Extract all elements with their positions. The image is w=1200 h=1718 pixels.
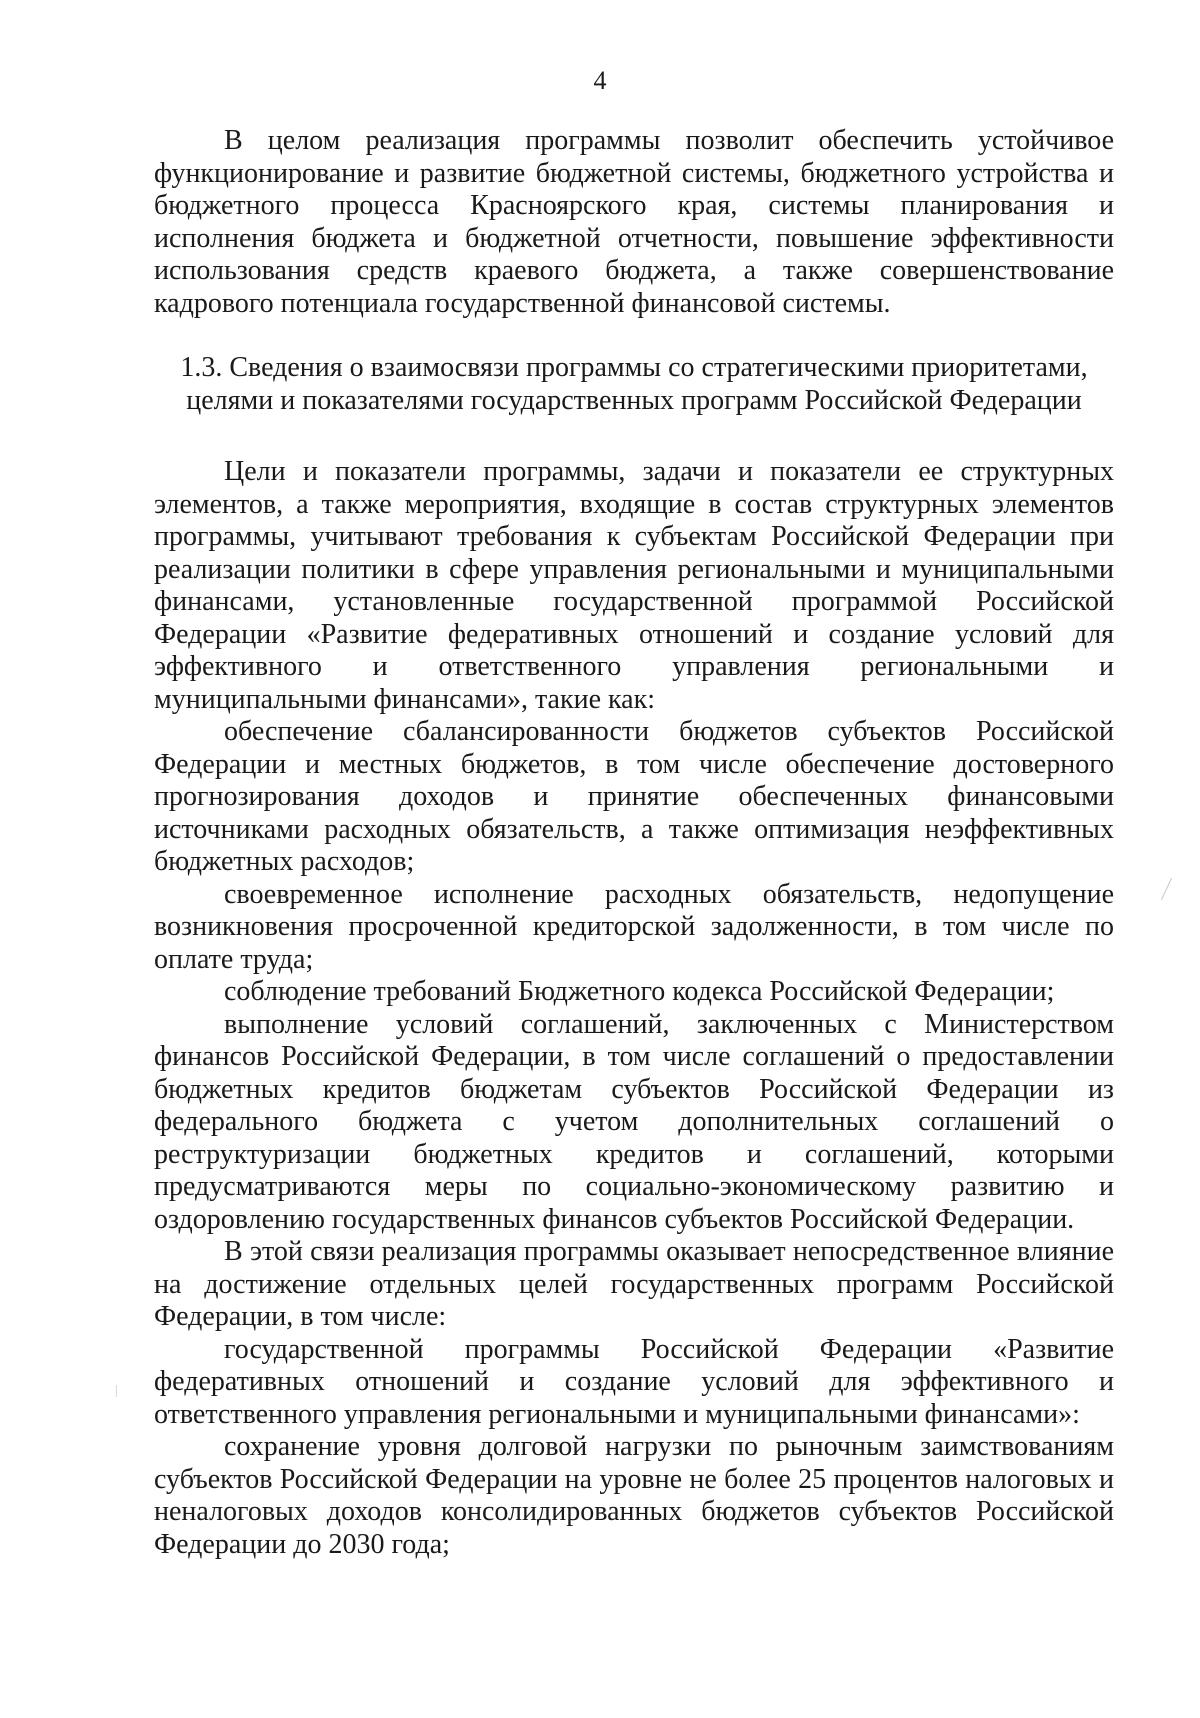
paragraph-balance: обеспечение сбалансированности бюджетов субъектов Российской Федерации и местных бюджетов, в том числе обеспечение достоверного прогнозирования доходов и принятие обеспеченных финансовыми источниками расходных обязательств, а также оптимизация неэффективных бюджетных расходов; bbox=[154, 716, 1114, 877]
section-heading bbox=[154, 352, 1114, 417]
paragraph-obligations: своевременное исполнение расходных обязательств, недопущение возникновения просроченной кредиторской задолженности, в том числе по оплате труда; bbox=[154, 878, 1114, 975]
scan-mark bbox=[1161, 878, 1172, 900]
section-heading-line-1: 1.3. Сведения о взаимосвязи программы со стратегическими приоритетами, bbox=[180, 352, 1088, 383]
section-body bbox=[154, 456, 1114, 1561]
section-heading-line-2: целями и показателями государственных программ Российской Федерации bbox=[186, 384, 1082, 416]
scan-mark bbox=[116, 1385, 117, 1397]
paragraph-budget-code: соблюдение требований Бюджетного кодекса Российской Федерации; bbox=[224, 976, 1055, 1007]
paragraph-state-program: государственной программы Российской Федерации «Развитие федеративных отношений и создание условий для эффективного и ответственного управления региональными и муниципальными финансами»: bbox=[154, 1333, 1114, 1430]
paragraph-influence: В этой связи реализация программы оказывает непосредственное влияние на достижение отдельных целей государственных программ Российской Федерации, в том числе: bbox=[154, 1236, 1114, 1332]
paragraph-debt-level: сохранение уровня долговой нагрузки по рыночным заимствованиям субъектов Российской Федерации на уровне не более 25 процентов налоговых и неналоговых доходов консолидированных бюджетов субъектов Российской Федерации до 2030 года; bbox=[154, 1431, 1114, 1560]
intro-block bbox=[154, 125, 1114, 320]
intro-paragraph: В целом реализация программы позволит обеспечить устойчивое функционирование и развитие бюджетной системы, бюджетного устройства и бюджетного процесса Красноярского края, системы планирования и исполнения бюджета и бюджетной отчетности, повышение эффективности использования средств краевого бюджета, а также совершенствование кадрового потенциала государственной финансовой системы. bbox=[154, 125, 1114, 319]
page-number: 4 bbox=[593, 66, 607, 95]
paragraph-agreements: выполнение условий соглашений, заключенных с Министерством финансов Российской Федерации, в том числе соглашений о предоставлении бюджетных кредитов бюджетам субъектов Российской Федерации из федерального бюджета с учетом дополнительных соглашений о реструктуризации бюджетных кредитов и соглашений, которыми предусматриваются меры по социально-экономическому развитию и оздоровлению государственных финансов субъектов Российской Федерации. bbox=[154, 1008, 1114, 1235]
paragraph-goals: Цели и показатели программы, задачи и показатели ее структурных элементов, а также мероприятия, входящие в состав структурных элементов программы, учитывают требования к субъектам Российской Федерации при реализации политики в сфере управления региональными и муниципальными финансами, установленные государственной программой Российской Федерации «Развитие федеративных отношений и создание условий для эффективного и ответственного управления региональными и муниципальными финансами», такие как: bbox=[154, 456, 1114, 715]
